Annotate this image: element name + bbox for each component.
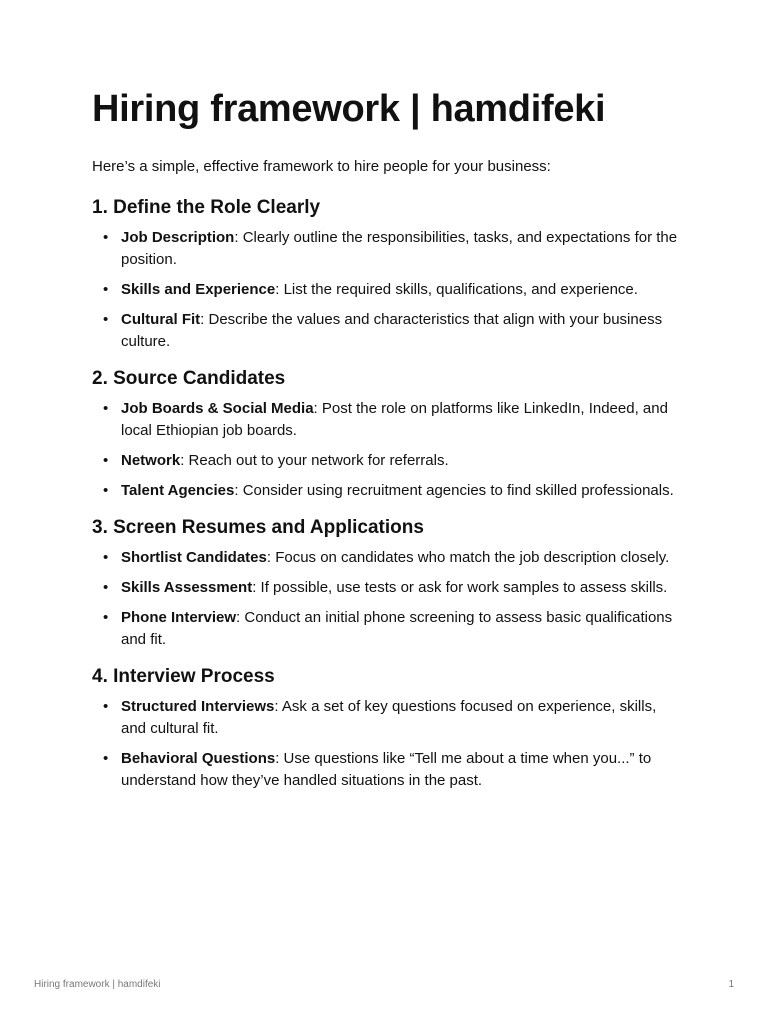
list-item <box>92 279 681 301</box>
item-text: : Describe the values and characteristics that align with your business culture. <box>121 311 663 350</box>
item-term: Cultural Fit <box>121 311 201 328</box>
bullet-icon: • <box>103 609 109 626</box>
bullet-icon: • <box>103 281 109 298</box>
page-number: 1 <box>728 979 734 990</box>
intro-paragraph: Here’s a simple, effective framework to hire people for your business: <box>92 158 551 175</box>
item-term: Job Boards & Social Media <box>121 400 314 417</box>
list-item <box>92 607 681 651</box>
section-define-role <box>92 196 692 353</box>
item-term: Skills Assessment <box>121 579 253 596</box>
item-term: Behavioral Questions <box>121 750 276 767</box>
list-item <box>92 480 681 502</box>
item-term: Job Description <box>121 229 235 246</box>
item-text: : If possible, use tests or ask for work samples to assess skills. <box>252 579 668 596</box>
item-text: : Use questions like “Tell me about a time when you...” to understand how they’ve handled situations in the past. <box>121 750 652 789</box>
document-title: Hiring framework | hamdifeki <box>92 88 606 130</box>
footer-title: Hiring framework | hamdifeki <box>34 979 161 990</box>
section-heading: 1. Define the Role Clearly <box>92 197 321 218</box>
bullet-icon: • <box>103 482 109 499</box>
item-text: : Consider using recruitment agencies to find skilled professionals. <box>234 482 674 499</box>
item-text: : Conduct an initial phone screening to assess basic qualifications and fit. <box>121 609 673 648</box>
bullet-icon: • <box>103 311 109 328</box>
item-term: Shortlist Candidates <box>121 549 267 566</box>
bullet-icon: • <box>103 452 109 469</box>
item-text: : Clearly outline the responsibilities, tasks, and expectations for the position. <box>121 229 678 268</box>
bullet-list <box>92 547 692 651</box>
section-heading: 3. Screen Resumes and Applications <box>92 517 424 538</box>
item-term: Structured Interviews <box>121 698 275 715</box>
section-screen-resumes <box>92 516 692 651</box>
item-text: : Post the role on platforms like LinkedIn, Indeed, and local Ethiopian job boards. <box>121 400 668 439</box>
section-source-candidates <box>92 367 692 502</box>
list-item <box>92 577 681 599</box>
bullet-icon: • <box>103 750 109 767</box>
bullet-icon: • <box>103 549 109 566</box>
bullet-icon: • <box>103 698 109 715</box>
list-item <box>92 547 681 569</box>
list-item <box>92 398 681 442</box>
section-interview-process <box>92 665 692 792</box>
section-heading: 2. Source Candidates <box>92 368 286 389</box>
section-heading: 4. Interview Process <box>92 666 275 687</box>
item-text: : Ask a set of key questions focused on experience, skills, and cultural fit. <box>121 698 657 737</box>
list-item <box>92 227 681 271</box>
item-text: : Focus on candidates who match the job description closely. <box>266 549 670 566</box>
item-term: Phone Interview <box>121 609 237 626</box>
bullet-icon: • <box>103 229 109 246</box>
list-item <box>92 309 681 353</box>
item-text: : Reach out to your network for referrals. <box>180 452 449 469</box>
item-term: Network <box>121 452 181 469</box>
list-item <box>92 450 681 472</box>
item-text: : List the required skills, qualifications, and experience. <box>275 281 638 298</box>
bullet-list <box>92 398 692 502</box>
document-page <box>92 84 692 806</box>
item-term: Skills and Experience <box>121 281 276 298</box>
bullet-icon: • <box>103 579 109 596</box>
list-item <box>92 696 681 740</box>
item-term: Talent Agencies <box>121 482 235 499</box>
bullet-list <box>92 227 692 353</box>
bullet-icon: • <box>103 400 109 417</box>
bullet-list <box>92 696 692 792</box>
list-item <box>92 748 681 792</box>
